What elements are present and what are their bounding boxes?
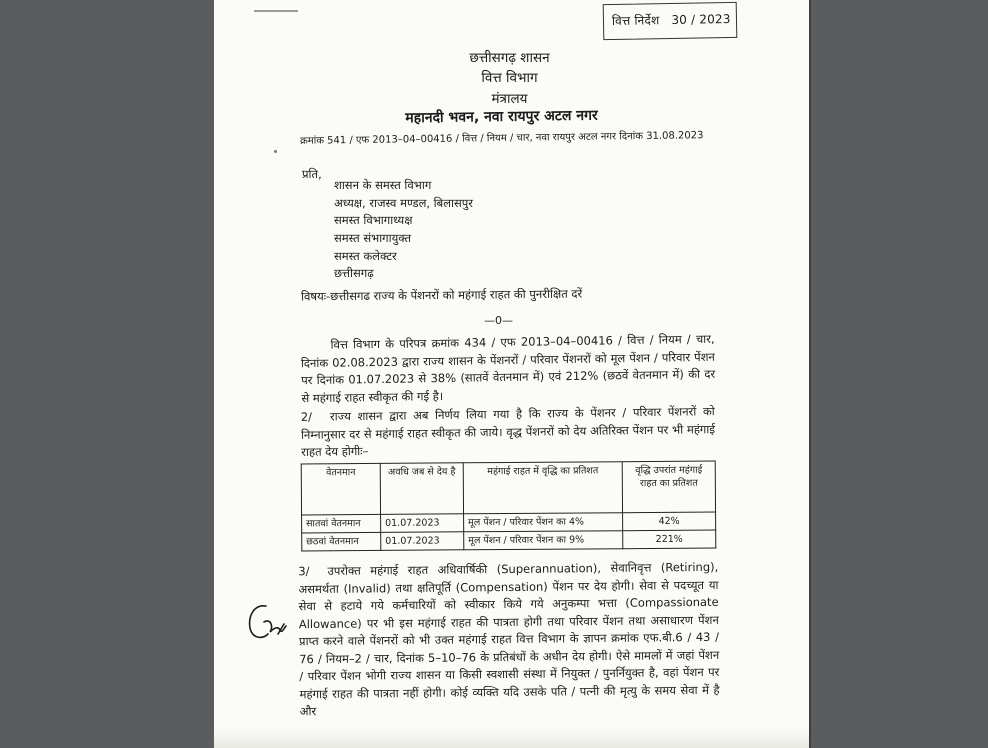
table-header: महंगाई राहत में वृद्धि का प्रतिशत xyxy=(463,462,622,514)
directive-label: वित्त निर्देश xyxy=(611,13,660,29)
table-header: अवधि जब से देय है xyxy=(380,463,463,515)
table-cell: सातवां वेतनमान xyxy=(302,514,381,533)
addressee: अध्यक्ष, राजस्व मण्डल, बिलासपुर xyxy=(334,196,474,210)
table-cell: 01.07.2023 xyxy=(381,514,464,533)
scan-mark xyxy=(254,10,298,12)
prati-label: प्रति, xyxy=(302,167,322,181)
paragraph-2 xyxy=(301,403,716,461)
table-cell: 42% xyxy=(623,512,716,531)
table-cell: छठवां वेतनमान xyxy=(302,532,381,551)
table-header: वेतनमान xyxy=(301,463,380,515)
table-cell: 221% xyxy=(623,530,716,549)
page-edge xyxy=(809,0,811,748)
addressee: समस्त संभागायुक्त xyxy=(334,231,412,245)
table-cell: 01.07.2023 xyxy=(381,532,464,551)
table-cell: मूल पेंशन / परिवार पेंशन का 9% xyxy=(464,531,623,550)
paragraph-3 xyxy=(298,559,720,721)
paragraph-3-number: 3/ xyxy=(298,564,310,579)
finance-directive-box xyxy=(603,2,738,40)
paragraph-1: वित्त विभाग के परिपत्र क्रमांक 434 / एफ 2013–04–00416 / वित्त / नियम / चार, दिनांक 02.08.2023 द्वारा राज्य शासन के पेंशनरों / परिवार पेंशनरों को मूल पेंशन / परिवार पेंशन पर दिनांक 01.07.2023 से 38% (सातवें वेतनमान में) एवं 212% (छठवें वेतनमान में) की दर से महंगाई राहत स्वीकृत की गई है। xyxy=(300,331,716,405)
section-divider: —0— xyxy=(484,314,513,327)
reference-line: क्रमांक 541 / एफ 2013–04–00416 / वित्त / नियम / चार, नवा रायपुर अटल नगर दिनांक 31.08.2023 xyxy=(299,130,704,147)
header-government: छत्तीसगढ़ शासन xyxy=(469,50,550,66)
paragraph-2-number: 2/ xyxy=(300,409,313,424)
addressee: समस्त कलेक्टर xyxy=(334,249,397,263)
addressee: समस्त विभागाध्यक्ष xyxy=(334,213,413,227)
table-header-row xyxy=(301,461,715,515)
scan-dot xyxy=(274,150,277,153)
header-department: वित्त विभाग xyxy=(481,70,538,86)
addressee: शासन के समस्त विभाग xyxy=(334,178,432,192)
header-ministry: मंत्रालय xyxy=(491,91,528,107)
header-address: महानदी भवन, नवा रायपुर अटल नगर xyxy=(405,107,598,127)
handwritten-signature xyxy=(244,600,294,644)
document-page xyxy=(214,0,809,748)
directive-number: 30 / 2023 xyxy=(671,11,731,27)
da-rate-table xyxy=(301,461,717,552)
table-row xyxy=(302,530,716,551)
table-cell: मूल पेंशन / परिवार पेंशन का 4% xyxy=(464,513,623,532)
table-header: वृद्धि उपरांत महंगाई राहत का प्रतिशत xyxy=(622,461,715,513)
paragraph-2-text: राज्य शासन द्वारा अब निर्णय लिया गया है कि राज्य के पेंशनर / परिवार पेंशनरों को निम्नानुसार दर से महंगाई राहत स्वीकृत की जाये। वृद्ध पेंशनरों को देय अतिरिक्त पेंशन पर भी महंगाई राहत देय होगीः– xyxy=(300,404,716,459)
addressee: छत्तीसगढ़ xyxy=(334,266,374,280)
subject-line: विषयः-छत्तीसगढ राज्य के पेंशनरों को महंगाई राहत की पुनरीक्षित दरें xyxy=(300,286,583,304)
scan-shadow xyxy=(214,728,809,748)
paragraph-3-text: उपरोक्त महंगाई राहत अधिवार्षिकी (Superannuation), सेवानिवृत्त (Retiring), असमर्थता (Invalid) तथा क्षतिपूर्ति (Compensation) पेंशन पर देय होगी। सेवा से पदच्यूत या सेवा से हटाये गये कर्मचारियों को स्वीकार किये गये अनुकम्पा भत्ता (Compassionate Allowance) पर भी इस महंगाई राहत की पात्रता होगी तथा परिवार पेंशन तथा असाधारण पेंशन प्राप्त करने वाले पेंशनरों को भी उक्त महंगाई राहत वित्त विभाग के ज्ञापन क्रमांक एफ.बी.6 / 43 / 76 / नियम–2 / चार, दिनांक 5–10–76 के प्रतिबंधों के अधीन देय होगी। ऐसे मामलों में जहां पेंशन / परिवार पेंशन भोगी राज्य शासन या किसी स्वशासी संस्था में नियुक्त / पुनर्नियुक्त है, वहां पेंशन पर महंगाई राहत की पात्रता नहीं होगी। कोई व्यक्ति यदि उसके पति / पत्नी की मृत्यु के समय सेवा में है और xyxy=(298,559,720,719)
